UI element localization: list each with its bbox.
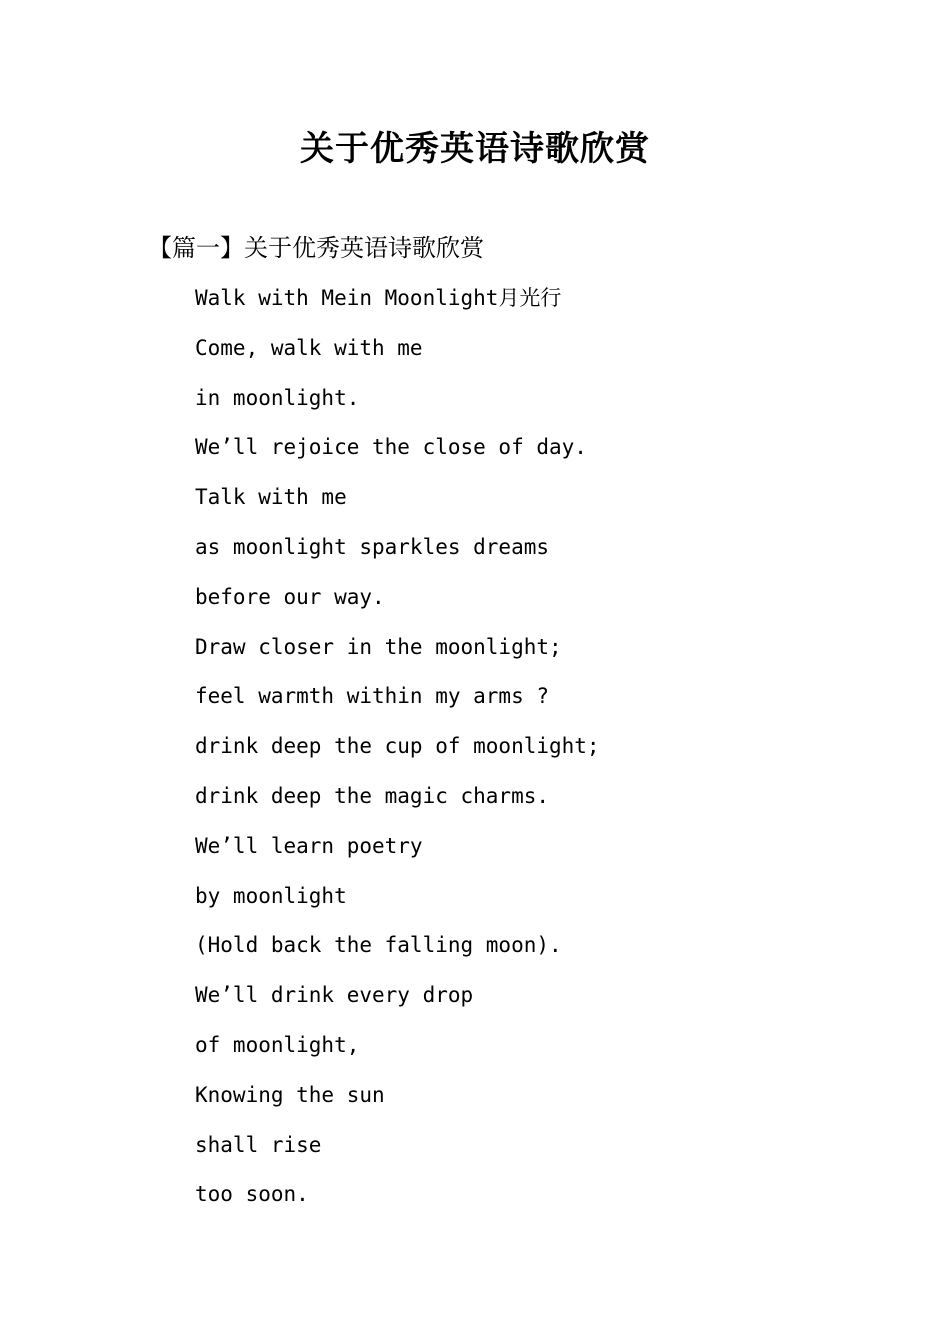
poem-line: Draw closer in the moonlight; [195, 634, 562, 659]
poem-line: Talk with me [195, 485, 347, 510]
poem-line: as moonlight sparkles dreams [195, 534, 550, 559]
poem-line: before our way. [195, 584, 385, 609]
poem-line: Knowing the sun [195, 1082, 385, 1107]
poem-line: by moonlight [195, 883, 347, 908]
poem-line: We’ll drink every drop [195, 983, 474, 1008]
poem-line: in moonlight. [195, 385, 360, 410]
poem-line: shall rise [195, 1132, 322, 1157]
section-heading: 【篇一】关于优秀英语诗歌欣赏 [148, 234, 484, 262]
document-title: 关于优秀英语诗歌欣赏 [300, 129, 650, 169]
poem-line: drink deep the cup of moonlight; [195, 734, 600, 759]
poem-line: We’ll learn poetry [195, 833, 423, 858]
poem-line: feel warmth within my arms ? [195, 684, 550, 709]
poem-line: too soon. [195, 1182, 309, 1207]
poem-line: of moonlight, [195, 1032, 360, 1057]
poem-line: We’ll rejoice the close of day. [195, 435, 587, 460]
poem-line: Come, walk with me [195, 335, 423, 360]
poem-line: drink deep the magic charms. [195, 783, 550, 808]
poem-line: Walk with Mein Moonlight月光行 [195, 286, 562, 310]
poem-line: (Hold back the falling moon). [195, 933, 562, 958]
poem-body [195, 281, 600, 1227]
